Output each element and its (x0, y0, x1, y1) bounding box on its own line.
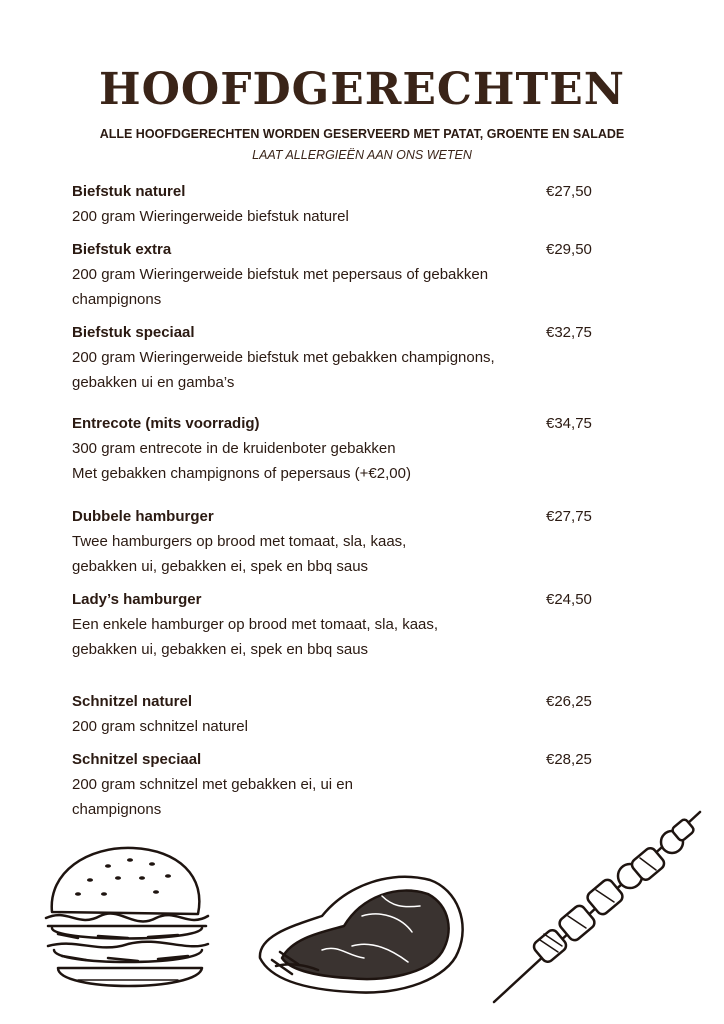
menu-item (72, 240, 632, 312)
item-description: 200 gram Wieringerweide biefstuk naturel (72, 208, 349, 225)
item-description-line: 300 gram entrecote in de kruidenboter gebakken (72, 440, 396, 457)
item-description: 200 gram schnitzel met gebakken ei, ui en champignons (72, 776, 353, 818)
item-description: 200 gram schnitzel naturel (72, 718, 248, 735)
menu-item (72, 507, 632, 579)
item-price: €34,75 (546, 415, 592, 432)
item-name: Schnitzel naturel (72, 693, 193, 710)
item-price: €29,50 (546, 241, 592, 258)
item-price: €27,50 (546, 183, 592, 200)
item-description: 200 gram Wieringerweide biefstuk met pepersaus of gebakken champignons (72, 266, 489, 308)
steak-illustration (252, 866, 474, 1004)
item-price: €27,75 (546, 508, 592, 525)
item-description (72, 437, 592, 486)
menu-item (72, 323, 632, 395)
item-description: Twee hamburgers op brood met tomaat, sla, kaas, gebakken ui, gebakken ei, spek en bbq saus (72, 533, 407, 575)
item-price: €28,25 (546, 751, 592, 768)
item-price: €26,25 (546, 693, 592, 710)
item-name: Entrecote (mits voorradig) (72, 415, 260, 432)
item-name: Schnitzel speciaal (72, 751, 202, 768)
item-name: Dubbele hamburger (72, 508, 214, 525)
menu-subtitle: ALLE HOOFDGERECHTEN WORDEN GESERVEERD MET PATAT, GROENTE EN SALADE (99, 127, 625, 141)
item-price: €24,50 (546, 591, 592, 608)
menu-item (72, 182, 632, 230)
menu-item (72, 414, 632, 486)
menu-item (72, 692, 632, 740)
item-name: Biefstuk extra (72, 241, 172, 258)
item-name: Biefstuk naturel (72, 183, 186, 200)
item-description-line: Met gebakken champignons of pepersaus (+€2,00) (72, 464, 411, 482)
menu-item (72, 590, 632, 662)
burger-illustration (38, 842, 218, 1002)
allergy-note: LAAT ALLERGIEËN AAN ONS WETEN (252, 148, 472, 162)
page-title: HOOFDGERECHTEN (99, 64, 625, 115)
skewer-illustration (488, 808, 708, 1006)
item-description: 200 gram Wieringerweide biefstuk met gebakken champignons, gebakken ui en gamba’s (72, 349, 495, 391)
item-name: Lady’s hamburger (72, 591, 202, 608)
item-description: Een enkele hamburger op brood met tomaat, sla, kaas, gebakken ui, gebakken ei, spek en bbq saus (72, 616, 439, 658)
item-price: €32,75 (546, 324, 592, 341)
item-name: Biefstuk speciaal (72, 324, 195, 341)
